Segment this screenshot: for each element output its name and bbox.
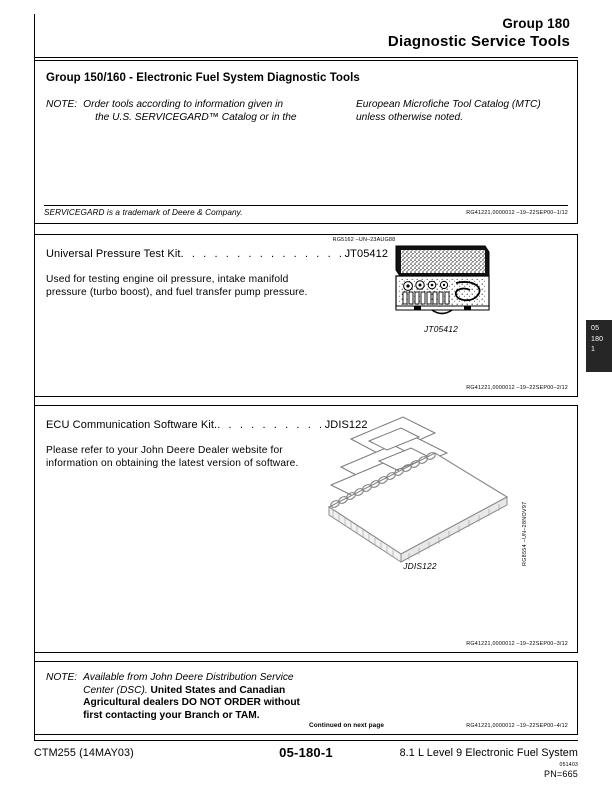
page-title: Diagnostic Service Tools xyxy=(387,33,570,50)
section-intro-box xyxy=(34,60,578,224)
thumb-tab-line-2: 180 xyxy=(591,335,604,343)
bottom-note-line-3: Agricultural dealers DO NOT ORDER without xyxy=(83,697,300,709)
tool1-name: Universal Pressure Test Kit xyxy=(46,248,181,260)
tool-block-ecu-software-kit xyxy=(34,405,578,653)
tool1-desc-line-2: pressure (turbo boost), and fuel transfer pump pressure. xyxy=(46,286,308,298)
page-header xyxy=(34,14,578,58)
note-left-line-2: the U.S. SERVICEGARD™ Catalog or in the xyxy=(95,111,297,123)
software-kit-figure-caption: JDIS122 xyxy=(403,561,437,571)
bottom-note-label: NOTE: xyxy=(46,672,78,683)
note-label: NOTE: xyxy=(46,99,78,110)
trademark-text: SERVICEGARD is a trademark of Deere & Company. xyxy=(44,208,243,217)
footer-page-number: PN=665 xyxy=(544,769,578,779)
bottom-note xyxy=(46,672,466,722)
note-text-right xyxy=(356,99,571,124)
tool2-desc-line-1: Please refer to your John Deere Dealer website for xyxy=(46,445,283,456)
bottom-note-line-4: first contacting your Branch or TAM. xyxy=(83,709,260,721)
tool2-part-number: JDIS122 xyxy=(324,419,368,431)
tool2-reference-code: RG41221,0000012 –19–22SEP00–3/12 xyxy=(466,641,568,647)
continued-on-next-page: Continued on next page xyxy=(309,722,384,729)
bottom-note-box xyxy=(34,661,578,735)
section-reference-code: RG41221,0000012 –19–22SEP00–1/12 xyxy=(466,210,568,216)
software-kit-illustration xyxy=(285,411,520,576)
footer-manual-id: CTM255 (14MAY03) xyxy=(34,747,134,759)
tool-block-pressure-test-kit xyxy=(34,234,578,397)
tool2-desc-line-2: information on obtaining the latest version of software. xyxy=(46,457,299,469)
tool1-leader-dots: . . . . . . . . . . . . . . . xyxy=(180,248,345,260)
header-group-label: Group 180 xyxy=(502,16,570,31)
note-text-left xyxy=(83,99,346,124)
bottom-note-text xyxy=(83,672,466,722)
footer-page-locator: 05-180-1 xyxy=(279,745,333,760)
footer-system-name: 8.1 L Level 9 Electronic Fuel System xyxy=(399,747,578,759)
tool1-reference-code: RG41221,0000012 –19–22SEP00–2/12 xyxy=(466,385,568,391)
page-footer-row xyxy=(34,745,578,779)
bottom-note-line-2 xyxy=(83,685,466,698)
pressure-kit-figure-caption: JT05412 xyxy=(424,324,458,334)
thumb-tab-line-3: 1 xyxy=(591,346,596,353)
tool2-name: ECU Communication Software Kit. xyxy=(46,419,218,431)
section-note-column-left xyxy=(46,99,346,124)
tool1-desc-line-1: Used for testing engine oil pressure, intake manifold xyxy=(46,274,289,285)
footer-revision-code: 051403 xyxy=(559,762,578,768)
tool1-part-number: JT05412 xyxy=(344,248,389,260)
page-footer xyxy=(34,740,578,779)
bottom-note-line-2-italic: Center (DSC). xyxy=(83,684,148,696)
page-header-text xyxy=(388,16,570,51)
bottom-note-line-2-bold: United States and Canadian xyxy=(147,684,286,696)
section-thumb-tab xyxy=(586,320,612,372)
tool1-title-line xyxy=(46,248,388,260)
section-title: Group 150/160 - Electronic Fuel System Diagnostic Tools xyxy=(46,72,360,84)
note-left-line-1: Order tools according to information given in xyxy=(83,99,284,110)
pressure-test-kit-illustration xyxy=(386,243,496,321)
trademark-footnote xyxy=(44,205,568,217)
thumb-tab-line-1: 05 xyxy=(591,325,600,332)
pressure-kit-figure-code: RG5162 –UN–23AUG88 xyxy=(332,237,396,243)
note-right-line-2: unless otherwise noted. xyxy=(356,111,464,123)
tool1-description xyxy=(46,274,366,299)
software-kit-figure-code-wrap xyxy=(522,501,586,572)
software-kit-figure-code: RG8554 –UN–28NOV97 xyxy=(522,501,528,566)
bottom-note-reference-code: RG41221,0000012 –19–22SEP00–4/12 xyxy=(466,723,568,729)
section-note-column-right xyxy=(356,99,571,124)
bottom-note-line-1: Available from John Deere Distribution Service xyxy=(83,672,294,683)
section-heading xyxy=(46,72,566,84)
note-right-line-1: European Microfiche Tool Catalog (MTC) xyxy=(356,99,541,110)
tool2-leader-dots: . . . . . . . . . . xyxy=(217,419,325,431)
